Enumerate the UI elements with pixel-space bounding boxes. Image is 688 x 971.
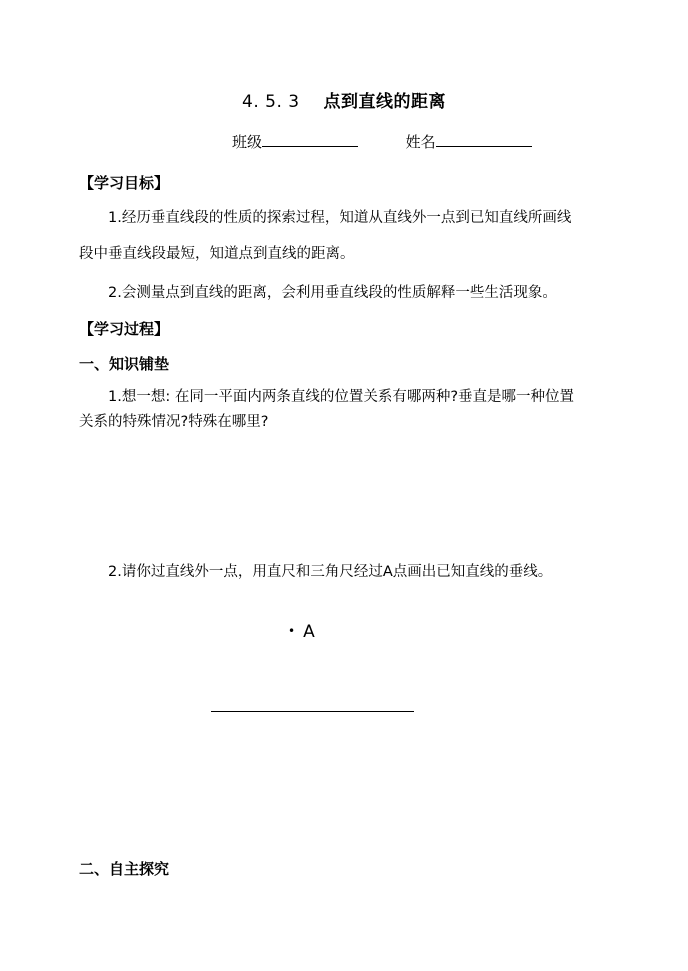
process-heading: 【学习过程】: [79, 320, 170, 338]
class-blank[interactable]: [262, 131, 358, 147]
question-2: 2.请你过直线外一点，用直尺和三角尺经过A点画出已知直线的垂线。: [108, 564, 553, 580]
question-1-line-2: 关系的特殊情况?特殊在哪里?: [79, 414, 269, 430]
title-number: 4. 5. 3: [242, 92, 300, 112]
point-dot: •: [288, 624, 296, 638]
class-label: 班级: [232, 133, 263, 151]
objective-1-line-1: 1.经历垂直线段的性质的探索过程，知道从直线外一点到已知直线所画线: [108, 210, 572, 226]
objectives-heading: 【学习目标】: [79, 174, 170, 192]
part-1-heading: 一、知识铺垫: [79, 355, 170, 373]
student-info-row: [232, 131, 532, 152]
point-a-label: A: [303, 622, 315, 642]
objective-2: 2.会测量点到直线的距离，会利用垂直线段的性质解释一些生活现象。: [108, 285, 557, 301]
page-title: [0, 87, 688, 112]
given-line: [211, 711, 414, 712]
name-label: 姓名: [405, 133, 436, 151]
name-blank[interactable]: [436, 131, 532, 147]
question-1-line-1: 1.想一想: 在同一平面内两条直线的位置关系有哪两种?垂直是哪一种位置: [108, 389, 575, 405]
objective-1-line-2: 段中垂直线段最短，知道点到直线的距离。: [79, 246, 355, 262]
part-2-heading: 二、自主探究: [79, 860, 170, 878]
point-a: [288, 622, 315, 642]
title-text: 点到直线的距离: [323, 92, 446, 112]
